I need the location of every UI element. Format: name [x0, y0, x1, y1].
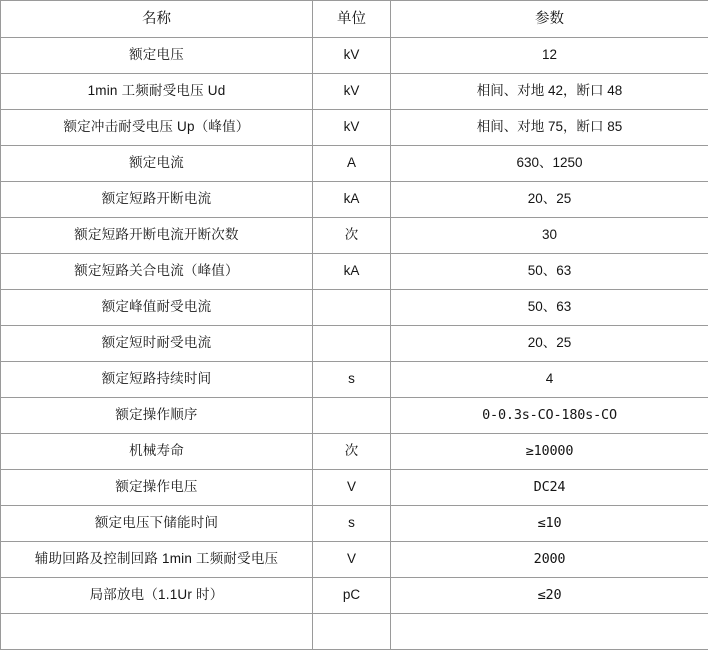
cell-unit — [313, 290, 391, 326]
table-header-row — [1, 1, 708, 38]
cell-parameter: 2000 — [391, 542, 708, 578]
table-row — [1, 542, 708, 578]
cell-unit: kA — [313, 254, 391, 290]
cell-unit — [313, 398, 391, 434]
cell-unit: V — [313, 542, 391, 578]
cell-name: 辅助回路及控制回路 1min 工频耐受电压 — [1, 542, 313, 578]
cell-unit: s — [313, 506, 391, 542]
cell-name: 额定电压下储能时间 — [1, 506, 313, 542]
table-row — [1, 470, 708, 506]
cell-name: 额定操作电压 — [1, 470, 313, 506]
cell-unit: kV — [313, 110, 391, 146]
cell-unit: 次 — [313, 218, 391, 254]
cell-name: 额定峰值耐受电流 — [1, 290, 313, 326]
column-header-unit: 单位 — [313, 1, 391, 38]
cell-parameter — [391, 614, 708, 650]
cell-parameter: 相间、对地 75，断口 85 — [391, 110, 708, 146]
cell-name — [1, 614, 313, 650]
cell-name: 局部放电（1.1Ur 时） — [1, 578, 313, 614]
cell-parameter: 4 — [391, 362, 708, 398]
cell-name: 额定电压 — [1, 38, 313, 74]
cell-unit: A — [313, 146, 391, 182]
table-row — [1, 38, 708, 74]
cell-unit: kV — [313, 38, 391, 74]
table-row — [1, 182, 708, 218]
cell-name: 额定短时耐受电流 — [1, 326, 313, 362]
cell-unit — [313, 614, 391, 650]
table-row — [1, 326, 708, 362]
cell-unit: pC — [313, 578, 391, 614]
table-row — [1, 506, 708, 542]
table-row — [1, 254, 708, 290]
cell-name: 额定冲击耐受电压 Up（峰值） — [1, 110, 313, 146]
cell-name: 额定短路开断电流开断次数 — [1, 218, 313, 254]
table-row — [1, 434, 708, 470]
cell-parameter: ≤20 — [391, 578, 708, 614]
column-header-name: 名称 — [1, 1, 313, 38]
cell-name: 额定短路开断电流 — [1, 182, 313, 218]
cell-parameter: 50、63 — [391, 290, 708, 326]
cell-name: 额定短路持续时间 — [1, 362, 313, 398]
cell-unit: 次 — [313, 434, 391, 470]
cell-parameter: 12 — [391, 38, 708, 74]
cell-parameter: 630、1250 — [391, 146, 708, 182]
cell-name: 额定电流 — [1, 146, 313, 182]
table-row — [1, 578, 708, 614]
cell-parameter: 20、25 — [391, 326, 708, 362]
table-header — [1, 1, 708, 38]
cell-parameter: DC24 — [391, 470, 708, 506]
cell-parameter: 0-0.3s-CO-180s-CO — [391, 398, 708, 434]
cell-name: 机械寿命 — [1, 434, 313, 470]
table-row — [1, 146, 708, 182]
cell-unit: kA — [313, 182, 391, 218]
cell-parameter: 50、63 — [391, 254, 708, 290]
cell-parameter: ≥10000 — [391, 434, 708, 470]
cell-unit: s — [313, 362, 391, 398]
column-header-parameter: 参数 — [391, 1, 708, 38]
cell-unit: kV — [313, 74, 391, 110]
table-row — [1, 614, 708, 650]
cell-name: 1min 工频耐受电压 Ud — [1, 74, 313, 110]
cell-name: 额定操作顺序 — [1, 398, 313, 434]
cell-name: 额定短路关合电流（峰值） — [1, 254, 313, 290]
table-row — [1, 110, 708, 146]
cell-parameter: 20、25 — [391, 182, 708, 218]
table-row — [1, 362, 708, 398]
table-body — [1, 38, 708, 650]
table-row — [1, 398, 708, 434]
cell-parameter: ≤10 — [391, 506, 708, 542]
cell-unit — [313, 326, 391, 362]
table-row — [1, 290, 708, 326]
cell-parameter: 相间、对地 42，断口 48 — [391, 74, 708, 110]
table-row — [1, 74, 708, 110]
table-row — [1, 218, 708, 254]
cell-parameter: 30 — [391, 218, 708, 254]
cell-unit: V — [313, 470, 391, 506]
